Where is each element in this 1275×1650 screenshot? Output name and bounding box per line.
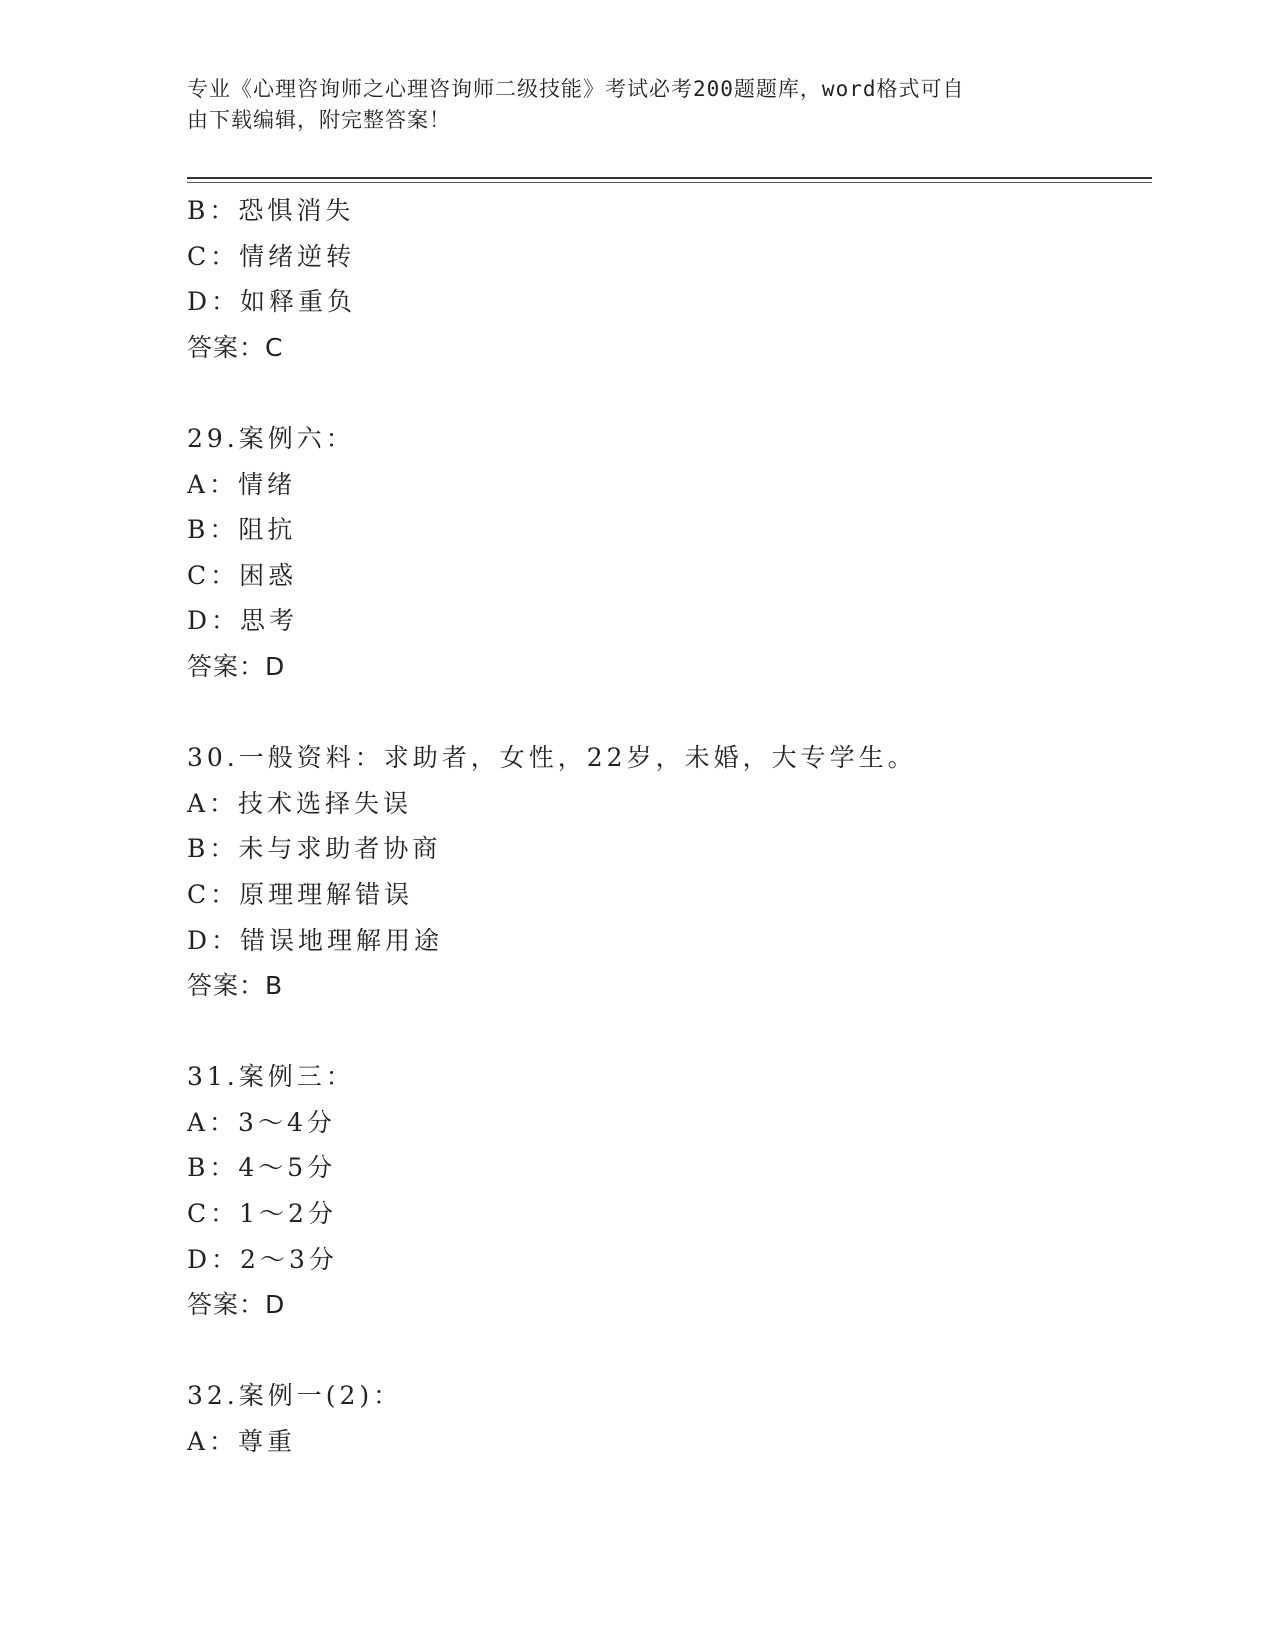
answer-line: 答案：B (187, 971, 284, 1001)
header-divider-thin (187, 182, 1152, 183)
option-line: A：情绪 (187, 469, 297, 499)
option-line: A：3～4分 (187, 1107, 336, 1137)
option-line: B：恐惧消失 (187, 196, 355, 225)
option-line: D：错误地理解用途 (187, 925, 444, 955)
document-header (187, 74, 1067, 136)
option-line: A：技术选择失误 (187, 788, 413, 818)
option-line: C：困惑 (187, 560, 298, 590)
question-line: 29.案例六： (187, 423, 355, 453)
question-line: 30.一般资料：求助者，女性，22岁，未婚，大专学生。 (187, 743, 917, 773)
option-line: C：原理理解错误 (187, 879, 414, 909)
option-line: C：情绪逆转 (187, 241, 356, 271)
option-line: B：4～5分 (187, 1153, 337, 1183)
question-line: 31.案例三： (187, 1062, 355, 1092)
option-line: D：2～3分 (187, 1244, 338, 1274)
option-line: D：思考 (187, 606, 299, 636)
question-line: 32.案例一(2)： (187, 1381, 403, 1411)
option-line: B：未与求助者协商 (187, 834, 442, 864)
option-line: A：尊重 (187, 1427, 297, 1457)
answer-line: 答案：C (187, 332, 284, 362)
answer-line: 答案：D (187, 651, 286, 681)
option-line: B：阻抗 (187, 515, 297, 545)
line-spacer (187, 370, 1152, 416)
line-spacer (187, 1009, 1152, 1055)
header-line-2: 由下载编辑，附完整答案！ (187, 108, 451, 132)
line-spacer (187, 690, 1152, 736)
option-line: D：如释重负 (187, 287, 357, 317)
option-line: C：1～2分 (187, 1199, 337, 1229)
header-divider-thick (187, 177, 1152, 179)
question-list (187, 188, 1152, 1465)
line-spacer (187, 1328, 1152, 1374)
answer-line: 答案：D (187, 1290, 286, 1320)
header-line-1: 专业《心理咨询师之心理咨询师二级技能》考试必考200题题库，word格式可自 (187, 77, 965, 101)
